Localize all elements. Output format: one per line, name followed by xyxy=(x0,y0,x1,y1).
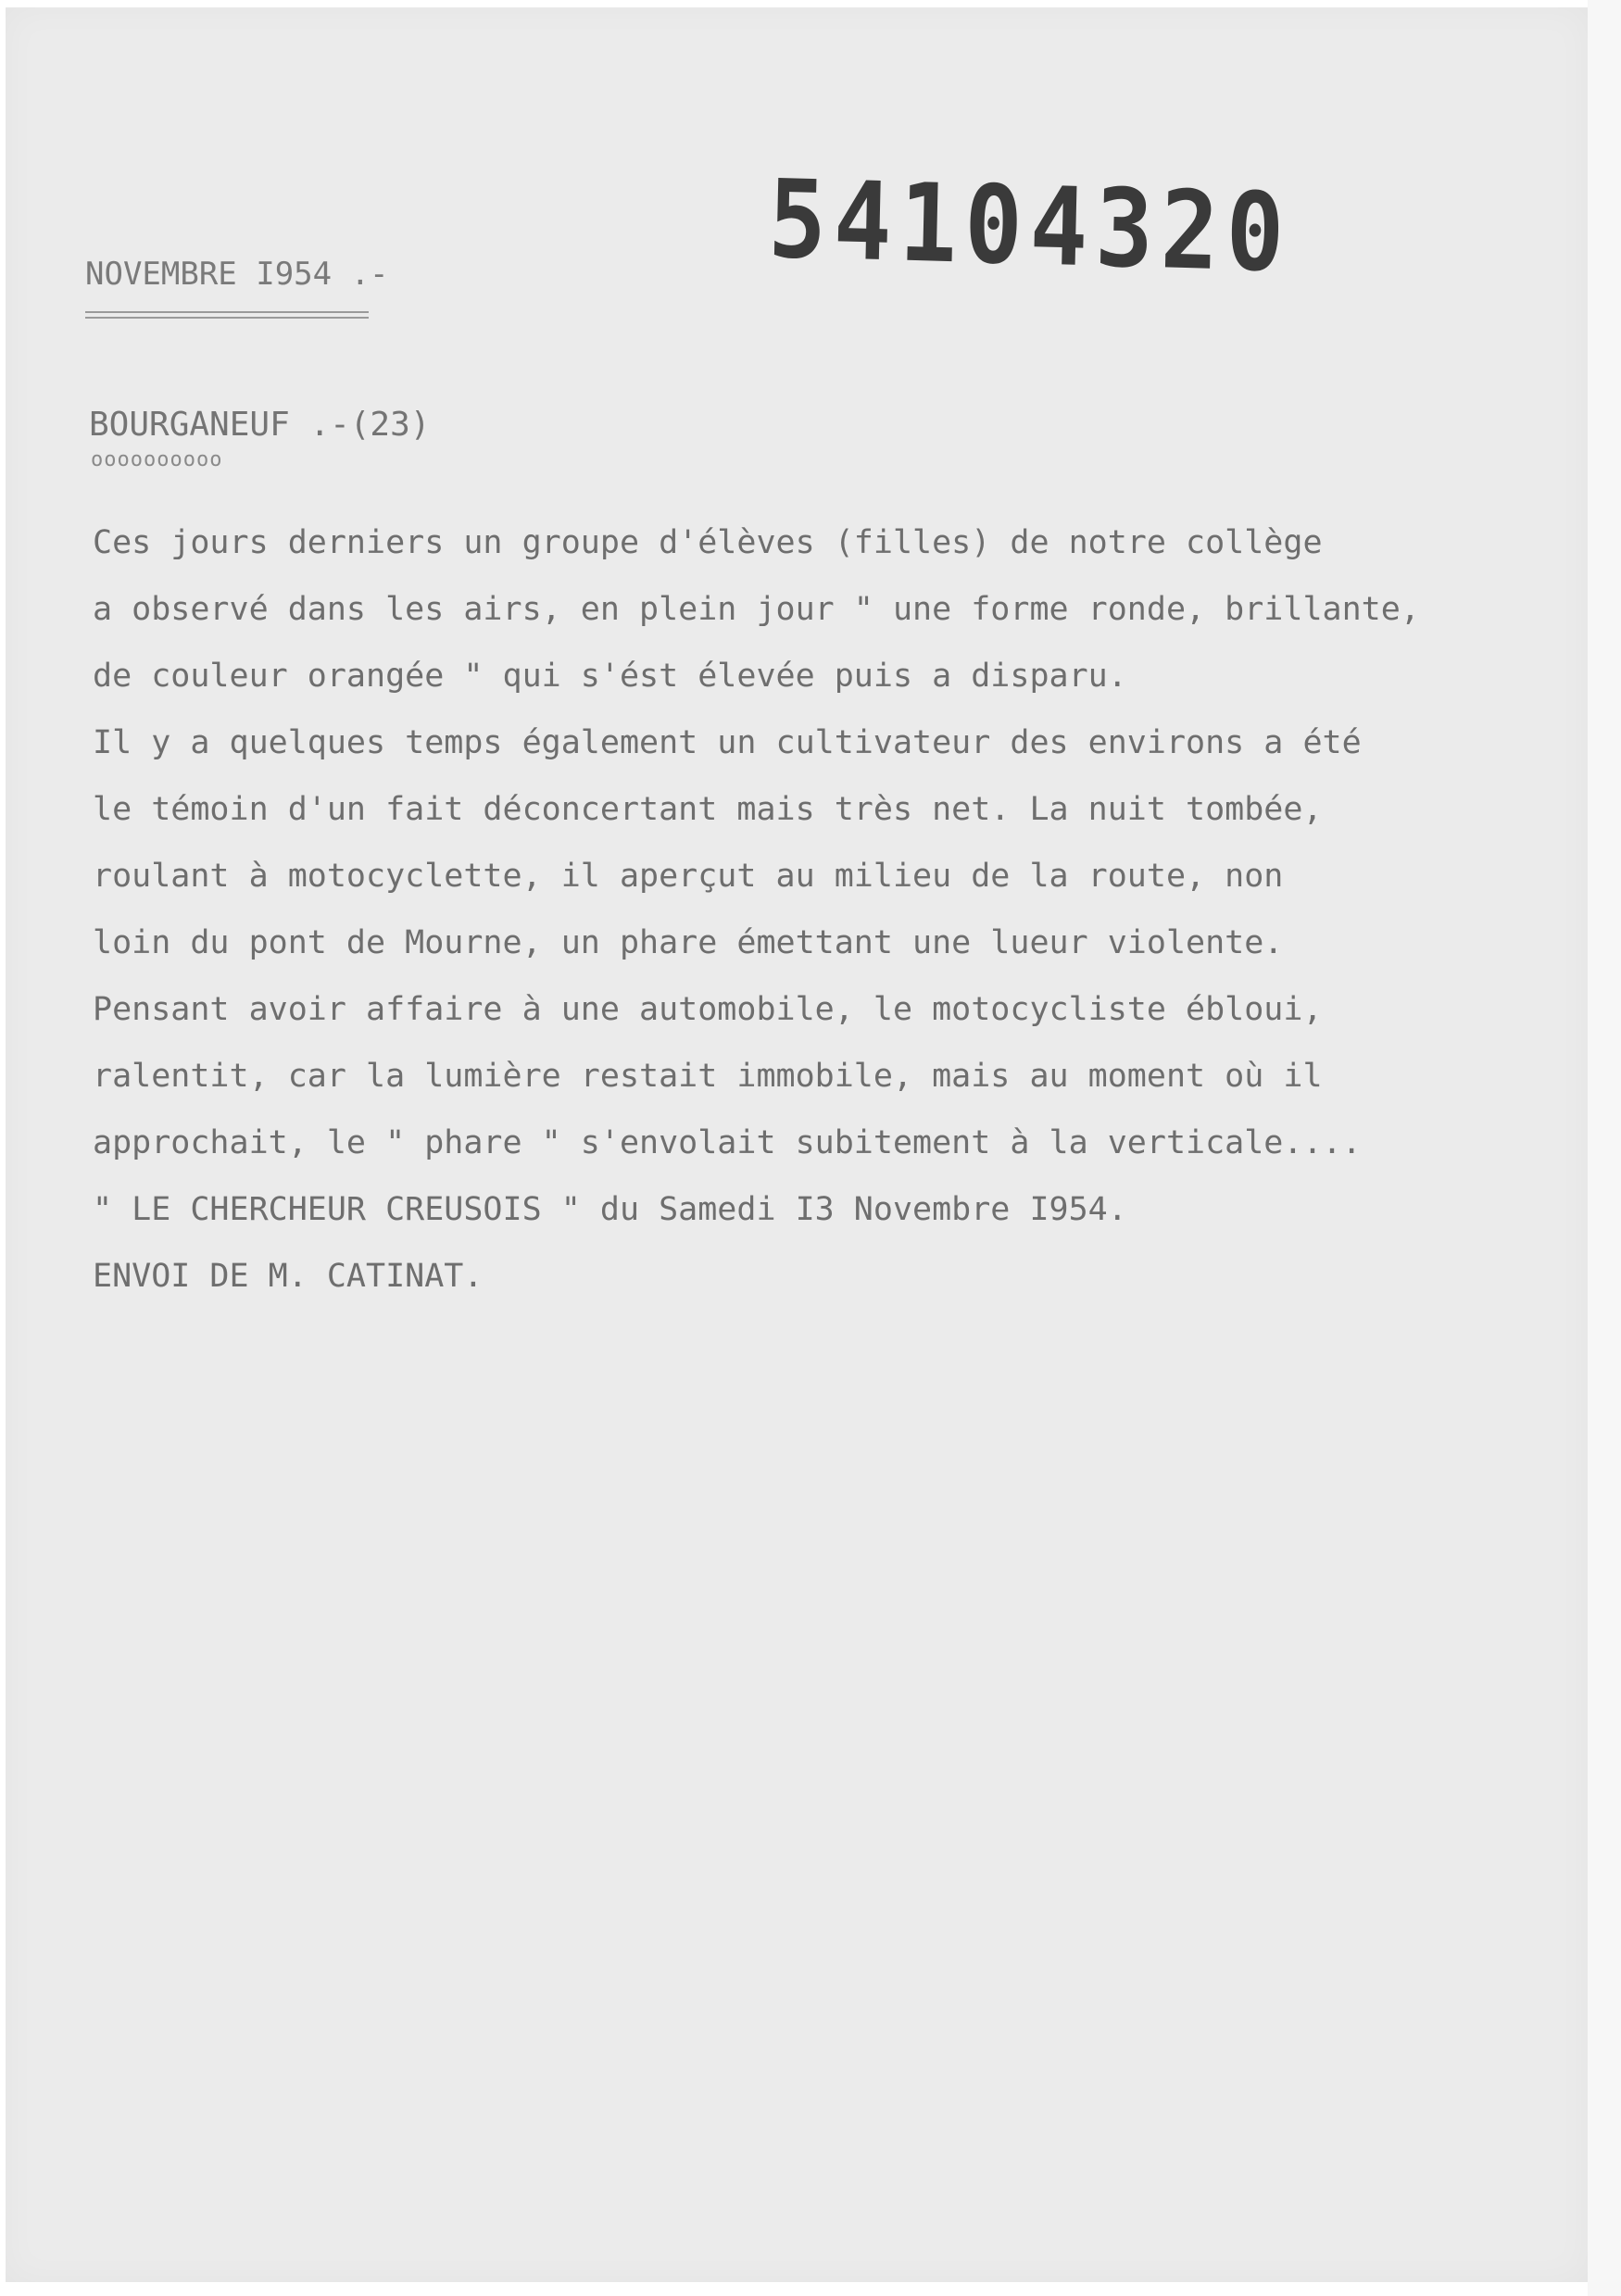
place-header: BOURGANEUF .-(23) xyxy=(89,406,431,444)
body-line: ralentit, car la lumière restait immobile, mais au moment où il xyxy=(93,1058,1323,1095)
body-line: roulant à motocyclette, il aperçut au milieu de la route, non xyxy=(93,858,1284,895)
document-page xyxy=(6,7,1588,2282)
sender-line: ENVOI DE M. CATINAT. xyxy=(93,1258,484,1295)
reference-number-stamp: 54104320 xyxy=(767,156,1293,297)
body-line: approchait, le " phare " s'envolait subitement à la verticale.... xyxy=(93,1124,1362,1161)
date-double-underline xyxy=(85,317,369,319)
body-line: Ces jours derniers un groupe d'élèves (filles) de notre collège xyxy=(93,524,1323,561)
place-underline: oooooooooo xyxy=(91,448,223,471)
body-line: Pensant avoir affaire à une automobile, le motocycliste ébloui, xyxy=(93,991,1323,1028)
article-body xyxy=(93,509,1593,1310)
body-line: loin du pont de Mourne, un phare émettant une lueur violente. xyxy=(93,924,1284,961)
date-header: NOVEMBRE I954 .- xyxy=(85,256,389,293)
body-line: Il y a quelques temps également un cultivateur des environs a été xyxy=(93,724,1362,761)
body-line: le témoin d'un fait déconcertant mais très net. La nuit tombée, xyxy=(93,791,1323,828)
body-line: a observé dans les airs, en plein jour " une forme ronde, brillante, xyxy=(93,591,1420,628)
body-line: de couleur orangée " qui s'ést élevée puis a disparu. xyxy=(93,658,1127,695)
source-citation: " LE CHERCHEUR CREUSOIS " du Samedi I3 Novembre I954. xyxy=(93,1191,1127,1228)
date-underline xyxy=(85,311,369,313)
